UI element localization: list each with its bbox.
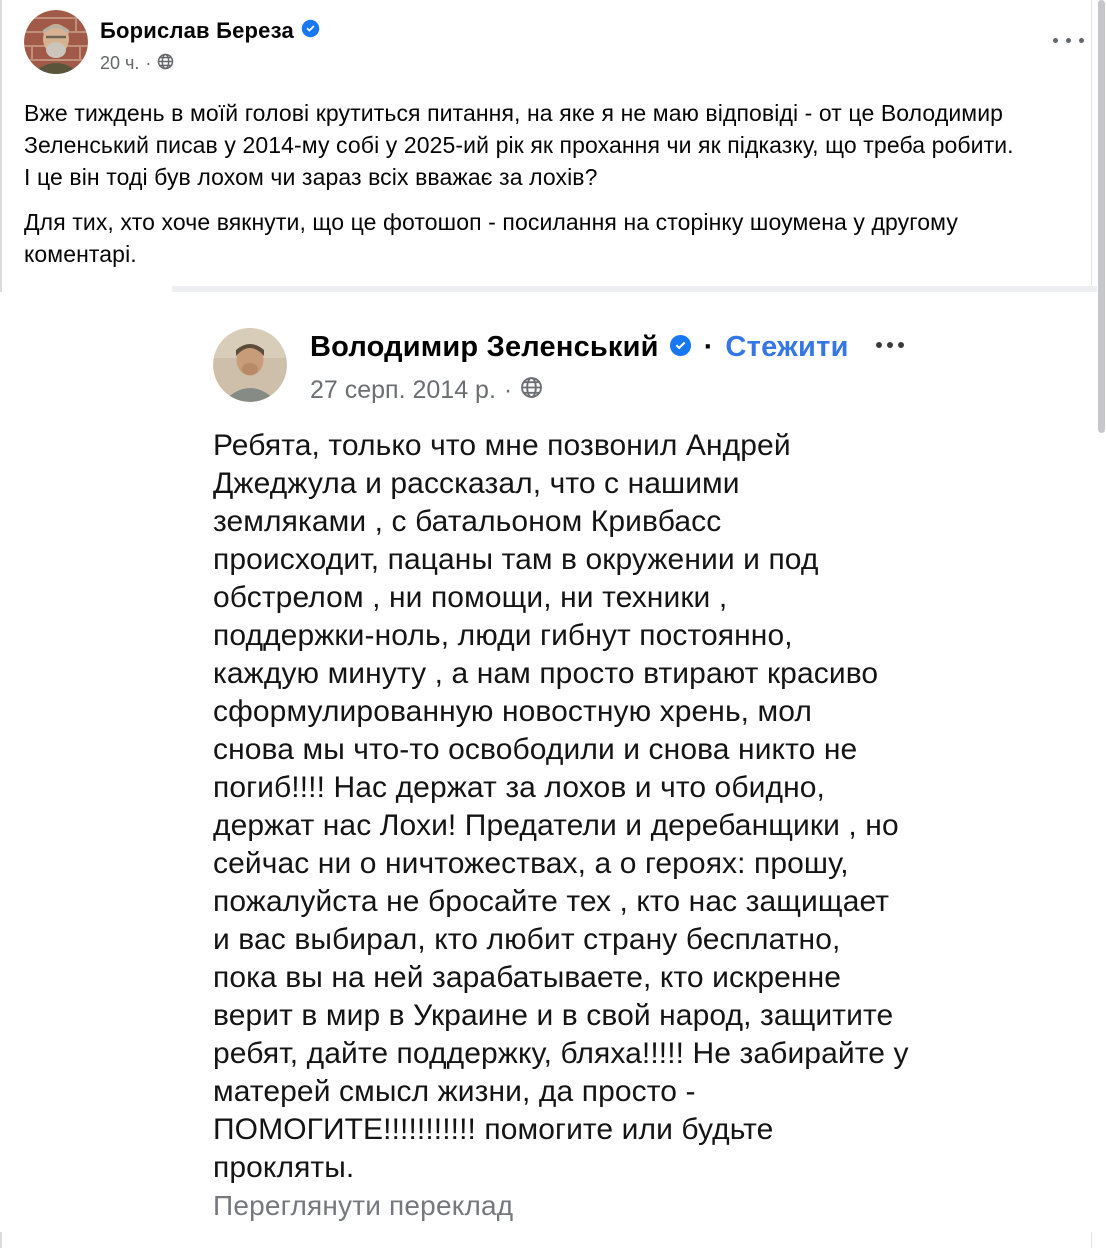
embedded-text-line: Джеджула и рассказал, что с нашими <box>213 467 740 500</box>
embedded-text-line: снова мы что-то освободили и снова никто не <box>213 733 858 766</box>
more-options-button[interactable] <box>1053 38 1088 43</box>
embedded-text-line: и вас выбирал, кто любит страну бесплатно, <box>213 923 841 956</box>
embedded-text-line: сформулированную новостную хрень, мол <box>213 695 813 728</box>
embedded-meta-separator: · <box>503 375 513 404</box>
embedded-text-line: происходит, пацаны там в окружении и под <box>213 543 819 576</box>
embedded-text-line: земляками , с батальоном Кривбасс <box>213 505 722 538</box>
post-text-line: Зеленський писав у 2014-му собі у 2025-ий рік як прохання чи як підказку, що треба робити. <box>24 132 1014 158</box>
embedded-text-line: пока вы на ней зарабатываете, кто искренне <box>213 961 842 994</box>
post-text-line: Вже тиждень в моїй голові крутиться питання, на яке я не маю відповіді - от це Володимир <box>24 100 1004 126</box>
embedded-timestamp: 27 серп. 2014 р. <box>310 375 496 404</box>
globe-icon <box>157 53 174 75</box>
embedded-text-line: поддержки-ноль, люди гибнут постоянно, <box>213 619 793 652</box>
author-avatar-image <box>24 10 88 74</box>
embedded-verified-badge-icon <box>669 334 692 362</box>
embedded-text-line: Ребята, только что мне позвонил Андрей <box>213 429 791 462</box>
embedded-author-avatar <box>213 328 287 402</box>
post-text-paragraph-2 <box>24 206 1094 270</box>
scrollbar-thumb[interactable] <box>1098 0 1105 433</box>
embedded-post-text <box>213 427 923 1187</box>
embedded-text-line: сейчас ни о ничтожествах, а о героях: прошу, <box>213 847 849 880</box>
embedded-screenshot-image[interactable] <box>0 292 1097 1232</box>
translate-link: Переглянути переклад <box>213 1190 514 1221</box>
embedded-text-line: прокляты. <box>213 1151 355 1184</box>
embedded-text-line: каждую минуту , а нам просто втирают красиво <box>213 657 879 690</box>
embedded-text-line: ребят, дайте поддержку, бляха!!!!! Не забирайте у <box>213 1037 909 1070</box>
embedded-text-line: держат нас Лохи! Предатели и деребанщики , но <box>213 809 899 842</box>
embedded-text-line: матерей смысл жизни, да просто - <box>213 1075 696 1108</box>
author-name[interactable]: Борислав Береза <box>100 18 294 43</box>
post-timestamp[interactable]: 20 ч. <box>100 53 140 73</box>
follow-link: Стежити <box>725 331 849 363</box>
embedded-name-separator: · <box>703 331 714 363</box>
embedded-text-line: обстрелом , ни помощи, ни техники , <box>213 581 728 614</box>
post-text-paragraph-1 <box>24 97 1094 193</box>
embedded-globe-icon <box>520 376 543 406</box>
embedded-text-line: погиб!!!! Нас держат за лохов и что обидно, <box>213 771 825 804</box>
post-text-line: коментарі. <box>24 241 137 267</box>
embedded-author-name: Володимир Зеленський <box>310 331 659 363</box>
author-avatar[interactable] <box>24 10 88 74</box>
post-text-line: І це він тоді був лохом чи зараз всіх вважає за лохів? <box>24 164 598 190</box>
embedded-text-line: ПОМОГИТЕ!!!!!!!!!!! помогите или будьте <box>213 1113 774 1146</box>
embedded-more-options-icon <box>876 342 909 348</box>
meta-separator: · <box>145 53 152 73</box>
verified-badge-icon <box>301 19 320 43</box>
post-text-line: Для тих, хто хоче вякнути, що це фотошоп - посилання на сторінку шоумена у другому <box>24 209 958 235</box>
embedded-text-line: пожалуйста не бросайте тех , кто нас защищает <box>213 885 890 918</box>
embedded-text-line: верит в мир в Украине и в свой народ, защитите <box>213 999 894 1032</box>
